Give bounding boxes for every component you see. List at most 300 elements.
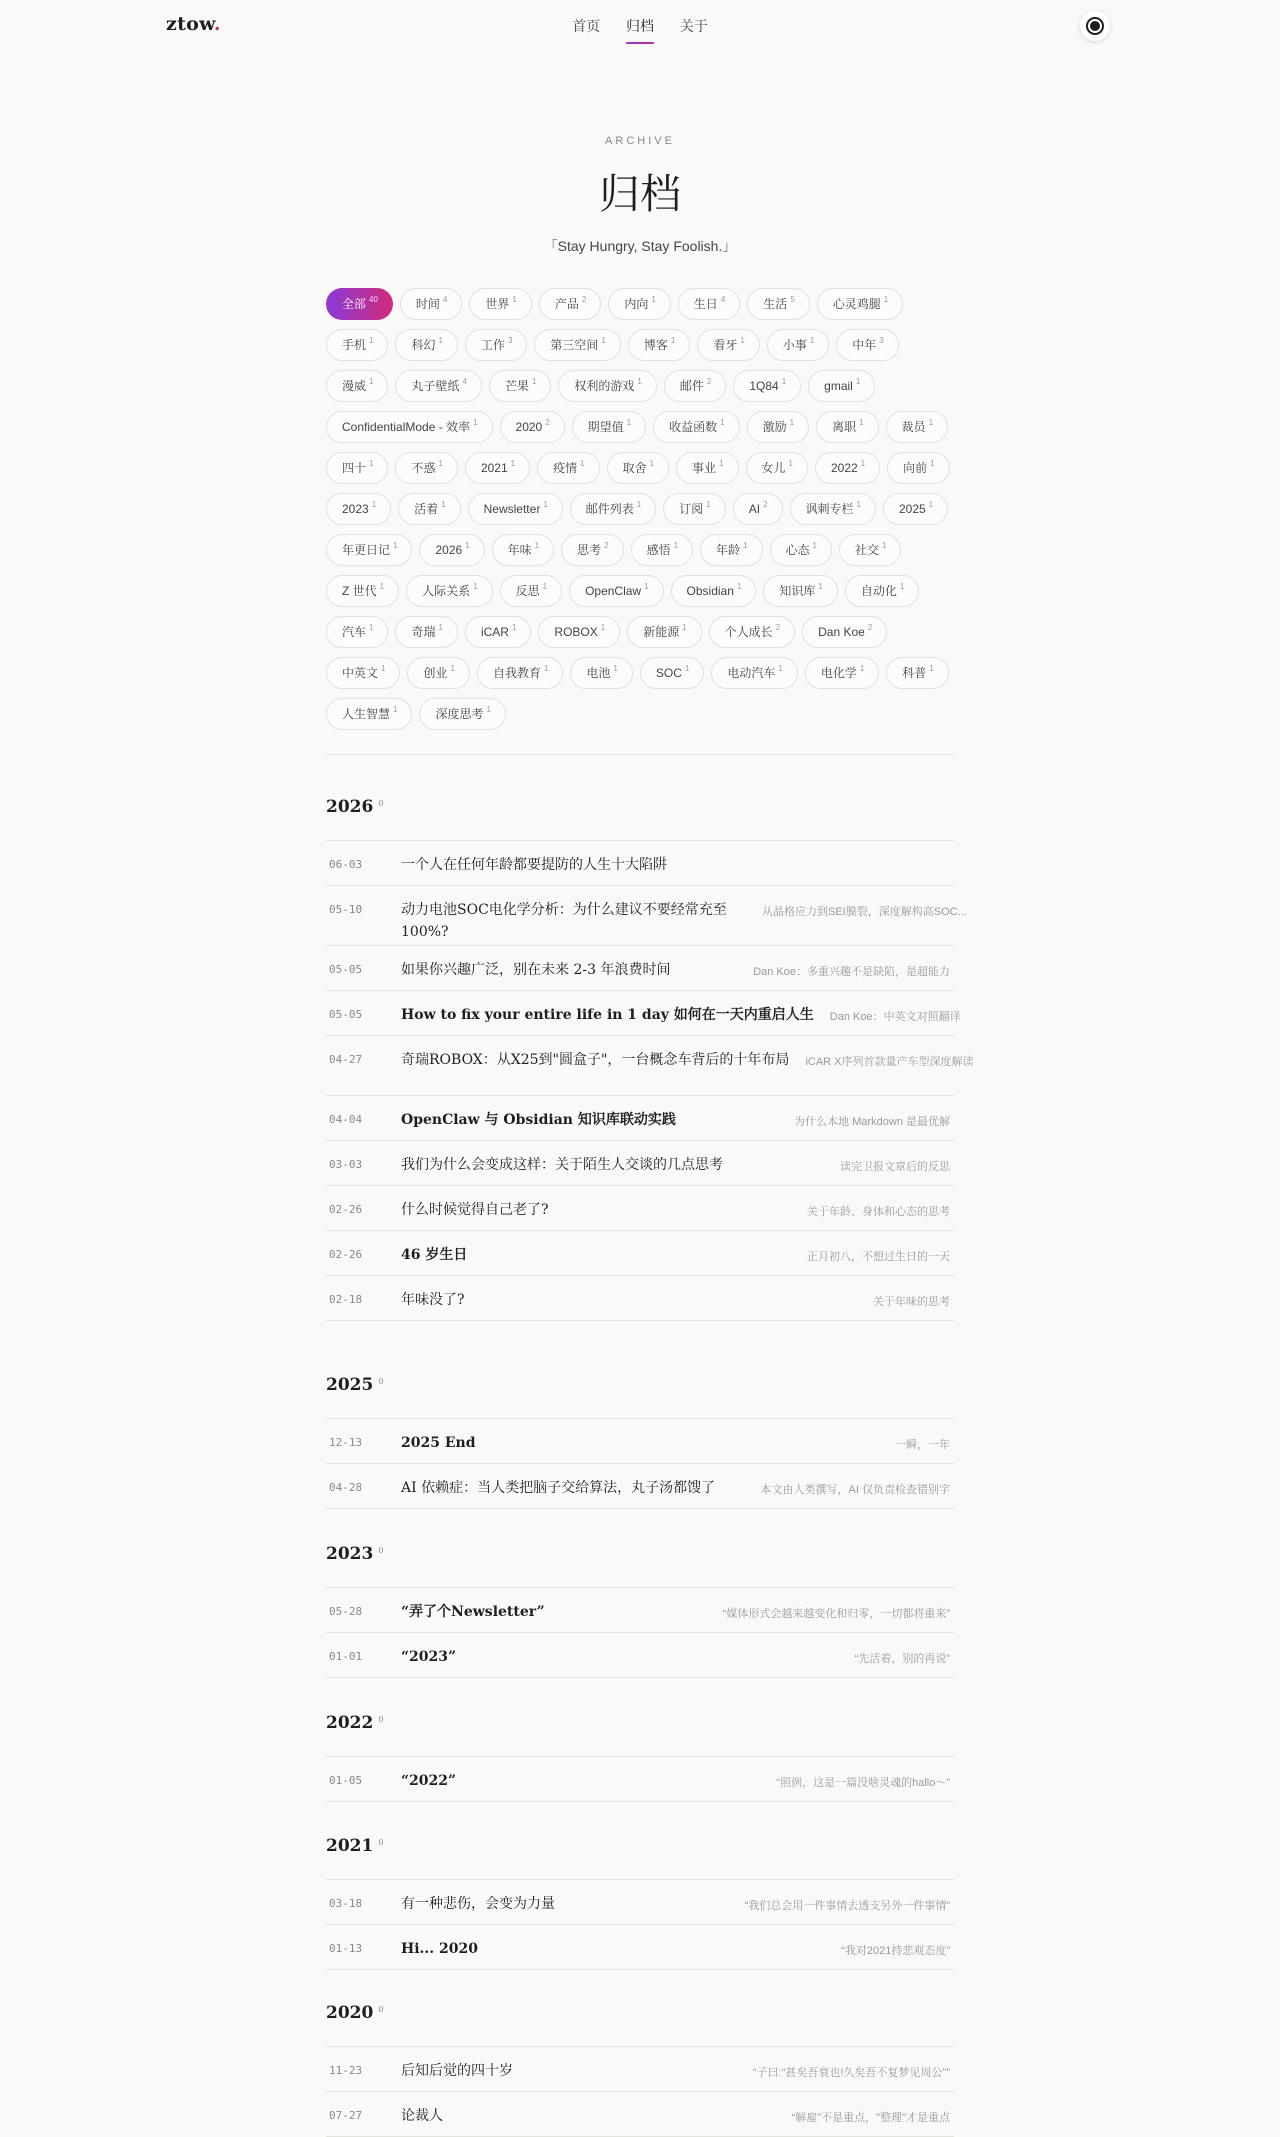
tag-chip[interactable] — [631, 534, 693, 566]
tag-chip[interactable] — [671, 575, 757, 607]
post-title-link[interactable]: 什么时候觉得自己老了? — [401, 1202, 549, 1218]
post-description: “媒体形式会越来越变化和归零，一切都将重来” — [722, 1608, 950, 1620]
tag-chip[interactable] — [883, 493, 948, 525]
nav-item-about[interactable]: 关于 — [679, 18, 708, 34]
year-label: 2021 — [326, 1836, 374, 1856]
tag-chip[interactable] — [500, 411, 565, 443]
post-row[interactable] — [326, 1588, 954, 1633]
tag-label: 离职 — [832, 420, 857, 434]
tag-chip[interactable] — [570, 493, 656, 525]
year-section — [326, 797, 974, 1321]
post-title-link[interactable]: 年味没了? — [401, 1292, 465, 1308]
tag-chip[interactable] — [887, 452, 949, 484]
tag-count: 1 — [673, 541, 679, 550]
tag-chip[interactable] — [886, 657, 948, 689]
tag-chip[interactable] — [697, 329, 759, 361]
tag-label: 年更日记 — [342, 543, 391, 557]
post-title-link[interactable]: 2025 End — [401, 1435, 476, 1451]
tag-count: 2 — [545, 418, 550, 427]
post-title-link[interactable]: AI 依赖症：当人类把脑子交给算法，丸子汤都馊了 — [401, 1480, 716, 1496]
tag-chip[interactable] — [628, 329, 690, 361]
tag-chip[interactable] — [663, 493, 725, 525]
tag-count: 1 — [859, 664, 865, 673]
tag-chip[interactable] — [770, 534, 832, 566]
post-description: Dan Koe：多重兴趣不是缺陷，是超能力 — [753, 966, 950, 978]
post-title-link[interactable]: 一个人在任何年龄都要提防的人生十大陷阱 — [401, 857, 667, 873]
post-description: 关于年龄、身体和心态的思考 — [807, 1206, 950, 1218]
tag-chip[interactable] — [608, 288, 670, 320]
tag-count: 1 — [818, 582, 823, 591]
post-title-link[interactable]: 奇瑞ROBOX：从X25到"圆盒子"，一台概念车背后的十年布局 — [401, 1052, 790, 1068]
tag-chip[interactable] — [326, 493, 391, 525]
tag-chip[interactable] — [326, 534, 412, 566]
tag-count: 1 — [626, 418, 632, 427]
tag-count: 40 — [369, 295, 378, 304]
year-count: 0 — [378, 1546, 384, 1555]
tag-chip[interactable] — [465, 616, 531, 648]
post-row[interactable] — [326, 886, 967, 946]
post-description: 关于年味的思考 — [873, 1296, 950, 1308]
year-count: 0 — [378, 1377, 384, 1386]
tag-label: 人际关系 — [422, 584, 471, 598]
tag-count: 2 — [775, 623, 781, 632]
post-description: “我对2021持悲观态度” — [841, 1945, 950, 1957]
post-date: 05-28 — [329, 1605, 363, 1618]
tag-count: 1 — [441, 500, 446, 509]
tag-chip[interactable] — [407, 657, 469, 689]
tag-count: 1 — [651, 295, 656, 304]
post-title-link[interactable]: “弄了个Newsletter” — [401, 1604, 545, 1620]
post-title-link[interactable]: “2022” — [401, 1773, 457, 1789]
tag-label: 讽刺专栏 — [805, 502, 854, 516]
post-row[interactable] — [326, 1036, 974, 1096]
tag-count: 1 — [789, 418, 795, 427]
tag-chip[interactable] — [700, 534, 762, 566]
post-description: “照例，这是一篇没啥灵魂的hallo～” — [776, 1777, 950, 1789]
tag-count: 1 — [706, 500, 711, 509]
tag-label: 生活 — [763, 297, 788, 311]
tag-count: 1 — [381, 664, 386, 673]
tag-label: 订阅 — [679, 502, 704, 516]
tag-count: 1 — [719, 459, 724, 468]
tag-chip[interactable] — [653, 411, 739, 443]
post-description: iCAR X序列首款量产车型深度解读 — [805, 1056, 974, 1068]
post-row[interactable] — [326, 1141, 954, 1186]
tag-label: 1Q84 — [749, 379, 779, 393]
post-description: “子曰:"甚矣吾衰也!久矣吾不复梦见周公"” — [752, 2067, 950, 2079]
post-description: “解雇"不是重点，"整理"才是重点 — [791, 2112, 950, 2124]
post-row[interactable] — [326, 1419, 954, 1464]
tag-label: 产品 — [554, 297, 579, 311]
tag-chip[interactable] — [395, 370, 481, 402]
tag-count: 1 — [636, 500, 642, 509]
tag-chip[interactable] — [664, 370, 726, 402]
tag-chip[interactable] — [805, 657, 879, 689]
tag-chip[interactable] — [839, 534, 901, 566]
tag-chip[interactable] — [419, 698, 505, 730]
post-date: 05-05 — [329, 1008, 363, 1021]
year-heading — [326, 1713, 954, 1743]
tag-label: 感悟 — [646, 543, 671, 557]
tag-label: 激励 — [762, 420, 787, 434]
post-title-link[interactable]: 论裁人 — [401, 2108, 443, 2124]
tag-label: 心态 — [785, 543, 810, 557]
tag-chip[interactable] — [627, 616, 701, 648]
tag-count: 1 — [511, 623, 517, 632]
year-count: 0 — [378, 799, 384, 808]
tag-label: 2026 — [435, 543, 463, 557]
tag-label: 2023 — [342, 502, 369, 516]
tag-count: 4 — [442, 295, 448, 304]
post-title-link[interactable]: 我们为什么会变成这样：关于陌生人交谈的几点思考 — [401, 1157, 723, 1173]
tag-label: 心灵鸡腿 — [832, 297, 881, 311]
tag-count: 1 — [860, 459, 866, 468]
post-row[interactable] — [326, 1231, 954, 1276]
tag-count: 1 — [438, 336, 443, 345]
tag-chip[interactable] — [492, 534, 554, 566]
tag-label: 手机 — [342, 338, 367, 352]
tag-chip[interactable] — [395, 329, 457, 361]
tag-label: 中英文 — [342, 666, 379, 680]
tag-chip[interactable] — [763, 575, 837, 607]
tag-label: 2020 — [515, 420, 543, 434]
tag-count: 1 — [929, 664, 934, 673]
post-title-link[interactable]: 如果你兴趣广泛，别在未来 2-3 年浪费时间 — [401, 962, 671, 978]
tag-count: 1 — [856, 500, 861, 509]
tag-count: 1 — [781, 377, 787, 386]
post-description: 一瞬，一年 — [895, 1439, 950, 1451]
tag-label: 权利的游戏 — [574, 379, 635, 393]
tag-label: 看牙 — [713, 338, 738, 352]
tag-chip[interactable] — [406, 575, 492, 607]
post-description: “先活着，别的再说” — [854, 1653, 950, 1665]
tag-label: 疫情 — [553, 461, 578, 475]
year-label: 2023 — [326, 1544, 374, 1564]
tag-label: 年龄 — [716, 543, 741, 557]
page-motto: 「Stay Hungry, Stay Foolish.」 — [543, 238, 737, 254]
archive-hero — [0, 135, 1280, 256]
tag-chip[interactable] — [747, 411, 809, 443]
post-description: 正月初八，不想过生日的一天 — [807, 1251, 950, 1263]
tag-label: 生日 — [693, 297, 718, 311]
tag-count: 1 — [369, 336, 374, 345]
tag-label: 博客 — [643, 338, 668, 352]
tag-chip[interactable] — [326, 411, 493, 443]
tag-chip[interactable] — [709, 616, 795, 648]
post-title-link[interactable]: Hi... 2020 — [401, 1941, 479, 1957]
tag-chip[interactable] — [817, 288, 903, 320]
tag-chip[interactable] — [537, 452, 599, 484]
post-row[interactable] — [326, 1757, 954, 1802]
tag-count: 4 — [462, 377, 467, 386]
tag-count: 1 — [534, 541, 540, 550]
year-count: 0 — [378, 2005, 384, 2014]
tag-count: 1 — [812, 541, 817, 550]
tag-chip[interactable] — [468, 493, 563, 525]
tag-count: 1 — [438, 623, 443, 632]
tag-chip[interactable] — [477, 657, 563, 689]
tag-label: 自我教育 — [492, 666, 541, 680]
post-date: 04-28 — [329, 1481, 363, 1494]
tag-label: 内向 — [624, 297, 649, 311]
year-count: 0 — [378, 1715, 384, 1724]
year-section — [326, 1713, 954, 1802]
tag-label: Z 世代 — [342, 584, 377, 598]
tag-count: 1 — [510, 459, 516, 468]
tag-chip[interactable] — [326, 616, 388, 648]
tag-label: Dan Koe — [818, 625, 865, 639]
post-date: 01-05 — [329, 1774, 363, 1787]
tag-count: 1 — [881, 541, 887, 550]
tag-label: 期望值 — [587, 420, 624, 434]
year-heading — [326, 797, 954, 827]
tag-count: 1 — [543, 500, 548, 509]
tag-chip[interactable] — [733, 370, 801, 402]
year-label: 2025 — [326, 1375, 374, 1395]
tag-chip[interactable] — [400, 288, 462, 320]
nav-item-archive[interactable]: 归档 — [626, 16, 654, 44]
tag-count: 1 — [743, 541, 748, 550]
post-title-link[interactable]: 46 岁生日 — [401, 1247, 468, 1263]
tag-label: 裁员 — [901, 420, 926, 434]
year-heading — [326, 1836, 954, 1866]
tag-count: 2 — [706, 377, 712, 386]
tag-label: 第三空间 — [550, 338, 599, 352]
tag-label: ConfidentialMode - 效率 — [342, 420, 471, 434]
tag-chip[interactable] — [790, 493, 876, 525]
tag-label: 自动化 — [860, 584, 897, 598]
post-row[interactable] — [326, 1096, 954, 1141]
tag-label: 邮件列表 — [585, 502, 634, 516]
tag-count: 1 — [600, 623, 606, 632]
tag-count: 1 — [393, 705, 398, 714]
post-title-link[interactable]: How to fix your entire life in 1 day 如何在一天内重启人生 — [401, 1007, 814, 1023]
tag-chip[interactable] — [419, 534, 484, 566]
tag-label: 年味 — [507, 543, 532, 557]
tag-chip[interactable] — [816, 411, 878, 443]
tag-chip[interactable] — [326, 575, 399, 607]
tag-chip[interactable] — [558, 370, 656, 402]
year-heading — [326, 1375, 954, 1405]
tag-count: 1 — [601, 336, 606, 345]
year-section — [326, 2003, 954, 2137]
tag-label: 2021 — [480, 461, 508, 475]
post-title-link[interactable]: 有一种悲伤，会变为力量 — [401, 1896, 555, 1912]
tag-count: 3 — [507, 336, 513, 345]
post-description: 本文由人类撰写，AI 仅负责检查错别字 — [760, 1484, 950, 1496]
tag-count: 1 — [438, 459, 443, 468]
tag-chip[interactable] — [326, 288, 393, 320]
tag-label: 电化学 — [820, 666, 857, 680]
tag-count: 1 — [883, 295, 889, 304]
tag-label: OpenClaw — [585, 584, 642, 598]
tag-label: AI — [748, 502, 761, 516]
tag-count: 1 — [736, 582, 742, 591]
tag-chip[interactable] — [326, 452, 388, 484]
tag-chip[interactable] — [489, 370, 551, 402]
tag-chip[interactable] — [746, 452, 808, 484]
tag-chip[interactable] — [534, 329, 620, 361]
tag-label: 丸子壁纸 — [411, 379, 460, 393]
tag-chip[interactable] — [733, 493, 783, 525]
tag-chip[interactable] — [570, 657, 632, 689]
tag-chip[interactable] — [845, 575, 919, 607]
tag-chip[interactable] — [538, 616, 620, 648]
post-date: 07-27 — [329, 2109, 363, 2122]
tag-chip[interactable] — [808, 370, 875, 402]
tag-label: 创业 — [423, 666, 448, 680]
tag-count: 1 — [580, 459, 585, 468]
tag-label: 2025 — [898, 502, 926, 516]
tag-chip[interactable] — [802, 616, 887, 648]
tag-label: 世界 — [485, 297, 510, 311]
tag-count: 1 — [512, 295, 517, 304]
post-date: 01-01 — [329, 1650, 363, 1663]
tag-chip[interactable] — [572, 411, 646, 443]
tag-count: 1 — [644, 582, 649, 591]
post-date: 03-03 — [329, 1158, 363, 1171]
tag-chip[interactable] — [886, 411, 948, 443]
year-heading — [326, 1544, 954, 1574]
post-row[interactable] — [326, 946, 954, 991]
post-row[interactable] — [326, 2092, 954, 2137]
tag-chip[interactable] — [398, 493, 460, 525]
tag-count: 1 — [740, 336, 745, 345]
tag-label: 深度思考 — [435, 707, 484, 721]
tag-count: 1 — [928, 418, 934, 427]
post-date: 01-13 — [329, 1942, 363, 1955]
tag-label: 电池 — [586, 666, 611, 680]
tag-count: 3 — [879, 336, 884, 345]
year-heading — [326, 2003, 954, 2033]
tag-label: 2022 — [830, 461, 858, 475]
post-row[interactable] — [326, 1633, 954, 1678]
tag-chip[interactable] — [465, 329, 527, 361]
post-title-link[interactable]: “2023” — [401, 1649, 457, 1665]
post-description: “我们总会用一件事情去透支另外一件事情” — [744, 1900, 950, 1912]
tag-count: 1 — [788, 459, 793, 468]
tag-chip[interactable] — [395, 616, 457, 648]
post-title-link[interactable]: OpenClaw 与 Obsidian 知识库联动实践 — [401, 1112, 676, 1128]
post-description: 读完卫报文章后的反思 — [840, 1161, 950, 1173]
tag-count: 1 — [450, 664, 455, 673]
tag-label: 电动汽车 — [727, 666, 776, 680]
tag-label: 漫威 — [342, 379, 367, 393]
tag-label: 反思 — [515, 584, 540, 598]
tag-label: 科幻 — [411, 338, 436, 352]
tag-label: Newsletter — [483, 502, 541, 516]
year-section — [326, 1836, 954, 1970]
post-title-link[interactable]: 动力电池SOC电化学分析：为什么建议不要经常充至100%? — [401, 902, 727, 940]
tag-count: 4 — [720, 295, 726, 304]
tag-label: 知识库 — [779, 584, 816, 598]
tag-label: 小事 — [782, 338, 807, 352]
tag-label: 个人成长 — [724, 625, 773, 639]
tag-chip[interactable] — [711, 657, 797, 689]
tag-chip[interactable] — [607, 452, 669, 484]
tag-count: 1 — [369, 459, 374, 468]
tag-count: 1 — [637, 377, 642, 386]
tag-count: 2 — [867, 623, 873, 632]
post-date: 02-26 — [329, 1248, 363, 1261]
tag-chip[interactable] — [815, 452, 880, 484]
tag-filter-list — [326, 288, 954, 730]
nav-item-home[interactable]: 首页 — [572, 18, 601, 34]
tag-count: 1 — [930, 459, 935, 468]
tag-count: 1 — [670, 336, 676, 345]
post-row[interactable] — [326, 2047, 954, 2092]
tag-chip[interactable] — [395, 452, 457, 484]
page-title: 归档 — [599, 170, 681, 218]
tag-chip[interactable] — [836, 329, 898, 361]
post-row[interactable] — [326, 1276, 954, 1321]
tag-chip[interactable] — [539, 288, 601, 320]
tag-chip[interactable] — [469, 288, 531, 320]
tag-chip[interactable] — [676, 452, 738, 484]
tag-count: 2 — [581, 295, 587, 304]
tag-count: 1 — [809, 336, 815, 345]
tag-label: 向前 — [903, 461, 928, 475]
tag-chip[interactable] — [465, 452, 530, 484]
year-label: 2026 — [326, 797, 374, 817]
tag-label: 思考 — [577, 543, 602, 557]
tag-chip[interactable] — [678, 288, 740, 320]
post-date: 04-27 — [329, 1053, 363, 1066]
post-row[interactable] — [326, 1925, 954, 1970]
post-row[interactable] — [326, 1464, 954, 1509]
tag-label: 活着 — [414, 502, 439, 516]
post-description — [667, 854, 950, 858]
tag-chip[interactable] — [569, 575, 663, 607]
tag-chip[interactable] — [747, 288, 809, 320]
tag-count: 1 — [542, 582, 548, 591]
tag-label: 新能源 — [643, 625, 680, 639]
post-row[interactable] — [326, 1186, 954, 1231]
site-header — [0, 0, 1280, 52]
post-date: 04-04 — [329, 1113, 363, 1126]
tag-chip[interactable] — [561, 534, 623, 566]
tag-chip[interactable] — [326, 698, 412, 730]
site-logo[interactable]: ztow. — [166, 13, 221, 35]
tag-chip[interactable] — [326, 657, 400, 689]
tag-count: 1 — [649, 459, 655, 468]
theme-toggle-icon — [1086, 17, 1104, 35]
post-description: 为什么本地 Markdown 是最优解 — [794, 1116, 950, 1128]
post-row[interactable] — [326, 841, 954, 886]
tag-chip[interactable] — [326, 329, 388, 361]
tag-chip[interactable] — [767, 329, 829, 361]
theme-toggle-button[interactable] — [1080, 11, 1110, 41]
tag-label: 芒果 — [504, 379, 529, 393]
tag-label: gmail — [824, 379, 853, 393]
tag-label: 取舍 — [622, 461, 647, 475]
tag-chip[interactable] — [640, 657, 704, 689]
year-section — [326, 1375, 954, 1509]
post-row[interactable] — [326, 1880, 954, 1925]
tag-count: 1 — [613, 664, 618, 673]
post-date: 05-05 — [329, 963, 363, 976]
tag-count: 5 — [790, 295, 795, 304]
tag-label: 工作 — [480, 338, 505, 352]
post-title-link[interactable]: 后知后觉的四十岁 — [401, 2063, 513, 2079]
post-row[interactable] — [326, 991, 961, 1036]
tag-chip[interactable] — [500, 575, 562, 607]
tag-count: 1 — [778, 664, 783, 673]
post-date: 11-23 — [329, 2064, 363, 2077]
tag-label: 中年 — [852, 338, 877, 352]
tag-chip[interactable] — [326, 370, 388, 402]
tag-count: 1 — [473, 582, 478, 591]
